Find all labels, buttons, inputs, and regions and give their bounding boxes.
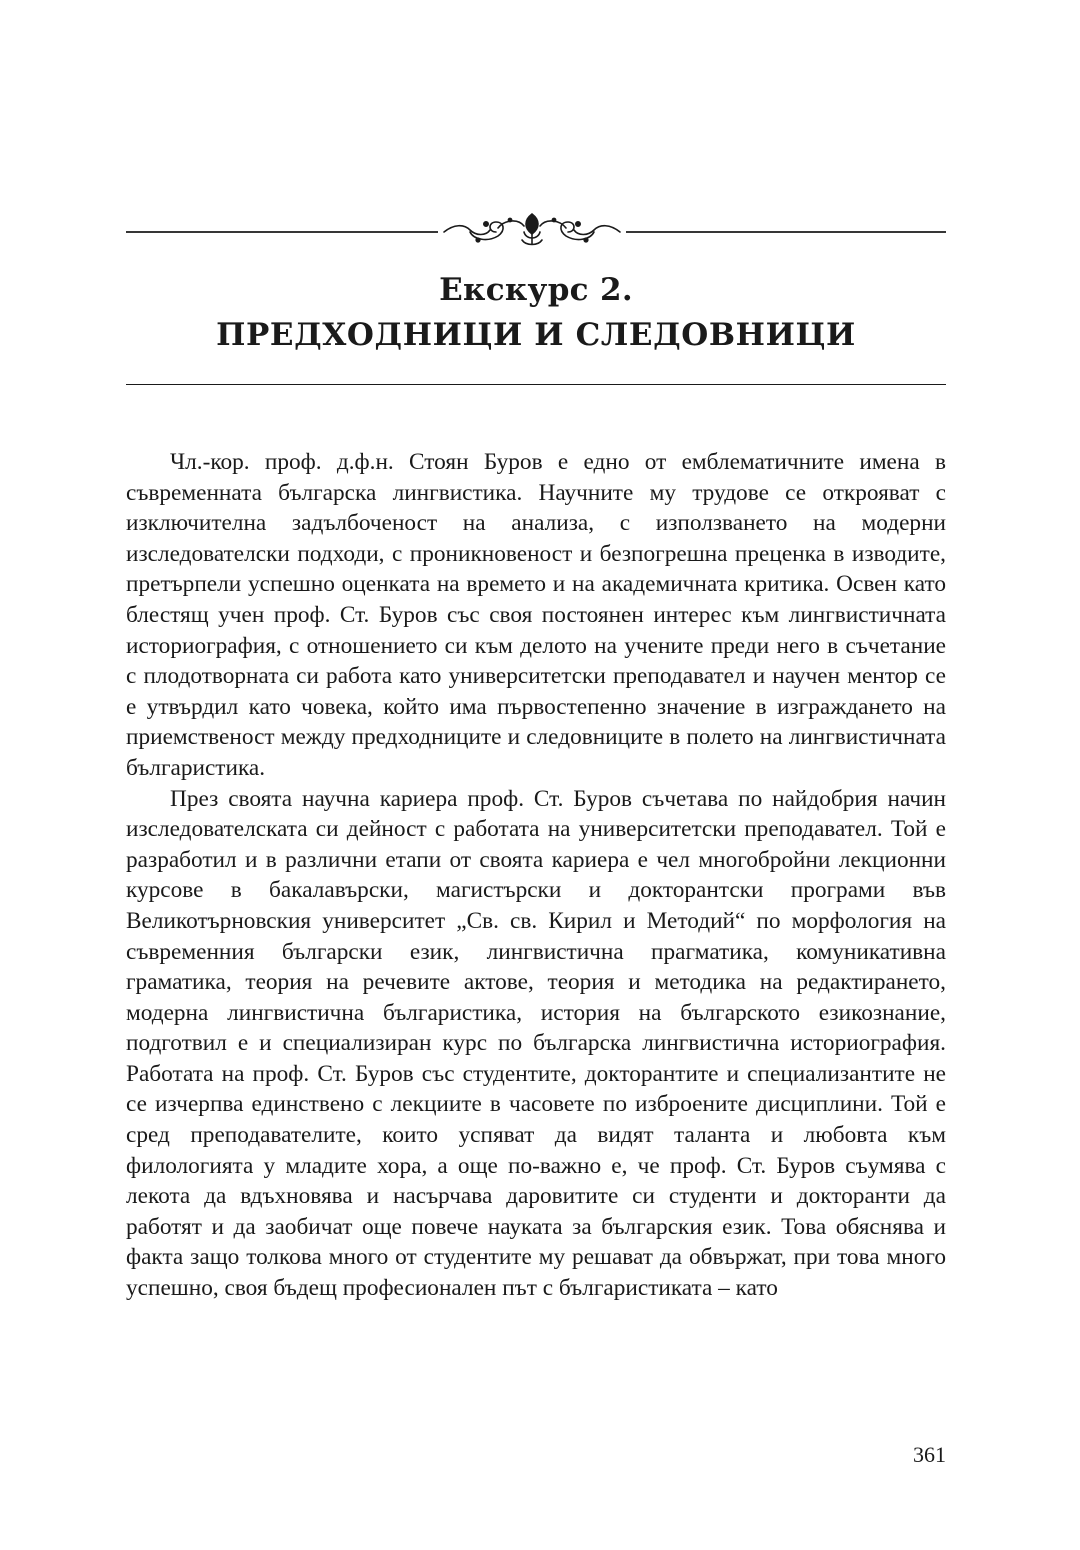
chapter-label: Екскурс 2. xyxy=(439,272,633,308)
page-number: 361 xyxy=(913,1442,946,1467)
ornamental-header-rule xyxy=(126,210,946,250)
body-text xyxy=(126,447,946,1304)
heading-bottom-rule xyxy=(126,384,946,385)
paragraph: През своята научна кариера проф. Ст. Буров съчетава по найдобрия начин изследователската си дейност с работата на университетски преподавател. Той е разработил и в различни етапи от своята кариера е чел многобройни лекционни курсове в бакалавърски, магистърски и докторантски програми във Великотърновския университет „Св. св. Кирил и Методий“ по морфология на съвременния български език, лингвистична прагматика, комуникативна граматика, теория на речевите актове, теория и методика на редактирането, модерна лингвистична българистика, история на българското езикознание, подготвил е и специализиран курс по българска лингвистична историография. Работата на проф. Ст. Буров със студентите, докторантите и специализантите не се изчерпва единствено с лекциите в часовете по изброените дисциплини. Той е сред преподавателите, които успяват да видят таланта и любовта към филологията у младите хора, а още по-важно е, че проф. Ст. Буров съумява с лекота да вдъхновява и насърчава даровитите си студенти и докторанти да работят и да заобичат още повече науката за българския език. Това обяснява и факта защо толкова много от студентите му решават да обвържат, при това много успешно, своя бъдещ професионален път с българистиката – като xyxy=(126,785,946,1302)
chapter-heading xyxy=(126,268,946,358)
flourish-ornament-icon xyxy=(126,210,946,250)
chapter-title: ПРЕДХОДНИЦИ И СЛЕДОВНИЦИ xyxy=(216,317,856,353)
paragraph: Чл.-кор. проф. д.ф.н. Стоян Буров е едно от емблематичните имена в съвременната българска лингвистика. Научните му трудове се открояват с изключителна задълбоченост на анализа, с използването на модерни изследователски подходи, с проникновеност и безпогрешна преценка в изводите, претърпели успешно оценката на времето и на академичната критика. Освен като блестящ учен проф. Ст. Буров със своя постоянен интерес към лингвистичната историография, с отношението си към делото на учените преди него в съчетание с плодотворната си работа като университетски преподавател и научен ментор се е утвърдил като човека, който има първостепенно значение в изграждането на приемственост между предходниците и следовниците в полето на лингвистичната българистика. xyxy=(126,449,946,781)
